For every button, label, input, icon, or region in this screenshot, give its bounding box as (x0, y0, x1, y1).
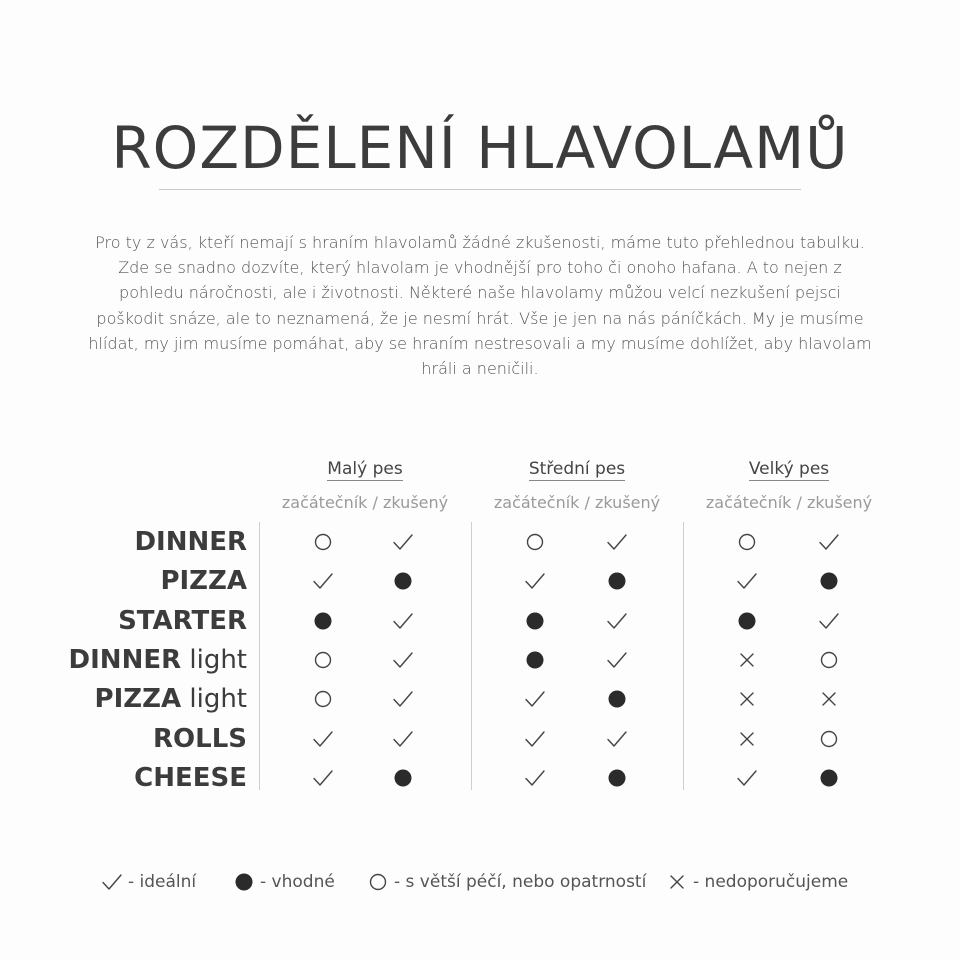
circle-icon (311, 648, 335, 672)
dot-icon (391, 569, 415, 593)
row-label (95, 684, 247, 714)
check-icon (391, 687, 415, 711)
circle-icon (311, 687, 335, 711)
row-label-variant: light (181, 644, 247, 675)
check-icon (817, 530, 841, 554)
check-icon (605, 609, 629, 633)
legend-text: - s větší péčí, nebo opatrností (394, 872, 647, 892)
dot-icon (523, 609, 547, 633)
dot-icon (391, 766, 415, 790)
cross-icon (735, 648, 759, 672)
check-icon (100, 870, 124, 894)
legend-text: - nedoporučujeme (693, 872, 849, 892)
column-divider (683, 522, 684, 790)
cross-icon (817, 687, 841, 711)
row-label-name: STARTER (118, 605, 247, 636)
circle-icon (817, 648, 841, 672)
row-label (153, 724, 247, 754)
legend-item (100, 868, 196, 896)
intro-line: hráli a neničili. (421, 359, 539, 379)
circle-icon (735, 530, 759, 554)
check-icon (391, 530, 415, 554)
legend-item (366, 868, 646, 896)
dot-icon (817, 569, 841, 593)
check-icon (735, 766, 759, 790)
title-divider (159, 189, 801, 190)
row-label-name: CHEESE (134, 762, 247, 793)
row-label (118, 606, 247, 636)
page-title: ROZDĚLENÍ HLAVOLAMŮ (111, 114, 849, 182)
intro-paragraph (55, 230, 905, 381)
group-header-medium-dog: Střední pes (528, 459, 626, 479)
group-subheader: začátečník / zkušený (705, 493, 873, 512)
check-icon (523, 727, 547, 751)
legend-text: - ideální (128, 872, 197, 892)
check-icon (391, 609, 415, 633)
check-icon (311, 766, 335, 790)
check-icon (605, 530, 629, 554)
check-icon (391, 727, 415, 751)
check-icon (311, 569, 335, 593)
circle-icon (366, 870, 390, 894)
dot-icon (817, 766, 841, 790)
column-divider (259, 522, 260, 790)
row-label-name: DINNER (134, 527, 247, 557)
row-label-name: PIZZA (94, 684, 182, 715)
circle-icon (817, 727, 841, 751)
group-header-small-dog: Malý pes (327, 459, 403, 479)
legend (0, 868, 960, 896)
intro-line: Pro ty z vás, kteří nemají s hraním hlavolamů žádné zkušenosti, máme tuto přehlednou tabulku. (95, 233, 865, 252)
row-label (134, 763, 247, 793)
group-subheader: začátečník / zkušený (281, 493, 449, 512)
intro-line: pohledu náročnosti, ale i životnosti. Některé naše hlavolamy můžou velcí nezkušení pejsci (119, 283, 841, 303)
cross-icon (735, 727, 759, 751)
dot-icon (232, 870, 256, 894)
intro-line: hlídat, my jim musíme pomáhat, aby se hraním nestresovali a my musíme dohlížet, aby hlavolam (88, 333, 872, 353)
legend-text: - vhodné (260, 872, 335, 892)
dot-icon (311, 609, 335, 633)
dot-icon (523, 648, 547, 672)
row-label-variant: light (181, 684, 247, 715)
cross-icon (665, 870, 689, 894)
check-icon (391, 648, 415, 672)
group-subheader: začátečník / zkušený (493, 493, 661, 512)
check-icon (605, 648, 629, 672)
cross-icon (735, 687, 759, 711)
check-icon (605, 727, 629, 751)
check-icon (735, 569, 759, 593)
row-label (160, 566, 247, 596)
row-label (134, 527, 247, 557)
dot-icon (735, 609, 759, 633)
intro-line: poškodit snáze, ale to neznamená, že je nesmí hrát. Vše je jen na nás páníčkách. My je musíme (96, 308, 864, 328)
check-icon (523, 687, 547, 711)
dot-icon (605, 569, 629, 593)
legend-item (232, 868, 335, 896)
check-icon (817, 609, 841, 633)
circle-icon (311, 530, 335, 554)
intro-line: Zde se snadno dozvíte, který hlavolam je vhodnější pro toho či onoho hafana. A to nejen z (118, 258, 842, 278)
check-icon (523, 766, 547, 790)
circle-icon (523, 530, 547, 554)
dot-icon (605, 766, 629, 790)
check-icon (311, 727, 335, 751)
dot-icon (605, 687, 629, 711)
group-header-large-dog: Velký pes (748, 459, 830, 479)
column-divider (471, 522, 472, 790)
row-label-name: ROLLS (153, 723, 247, 754)
check-icon (523, 569, 547, 593)
row-label-name: DINNER (68, 644, 182, 675)
row-label-name: PIZZA (160, 566, 247, 597)
legend-item (665, 868, 848, 896)
row-label (69, 645, 247, 675)
